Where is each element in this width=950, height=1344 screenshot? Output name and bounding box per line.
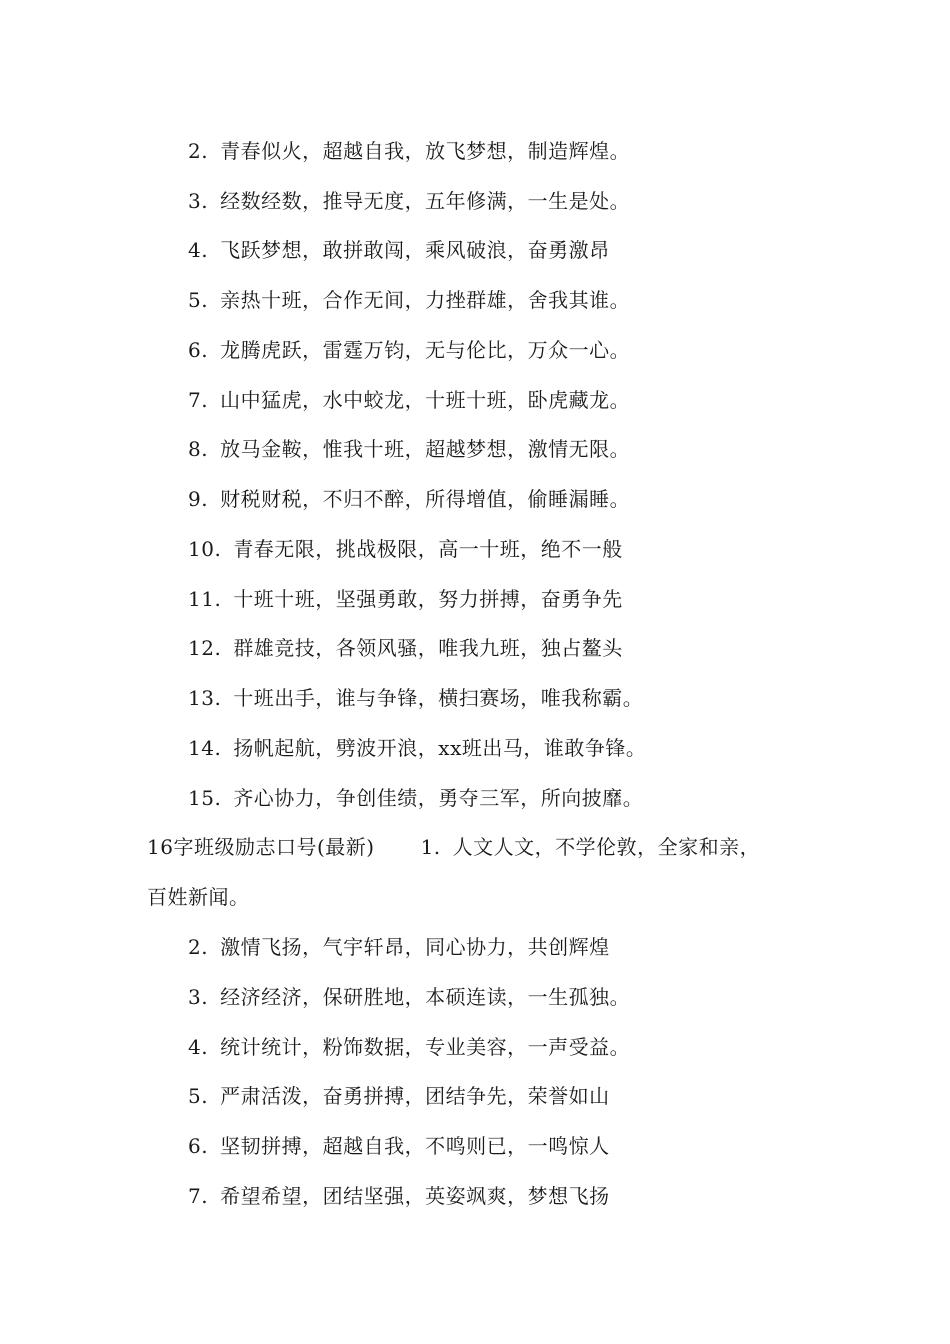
slogan-line [188, 983, 630, 1011]
item-number: 5. [188, 288, 209, 312]
slogan-line [188, 585, 623, 613]
item-number: 13. [188, 686, 222, 710]
item-number: 12. [188, 636, 222, 660]
slogan-line [188, 784, 643, 812]
item-number: 15. [188, 786, 222, 810]
item-number: 4. [188, 1035, 209, 1059]
slogan-text: 激情飞扬，气宇轩昂，同心协力，共创辉煌 [220, 935, 610, 959]
item-number: 9. [188, 487, 209, 511]
slogan-line [188, 386, 630, 414]
slogan-line [188, 634, 623, 662]
slogan-line [188, 535, 623, 563]
slogan-text: 亲热十班，合作无间，力挫群雄，舍我其谁。 [220, 288, 631, 312]
slogan-line [188, 1132, 610, 1160]
item-number: 6. [188, 1134, 209, 1158]
slogan-text: 严肃活泼，奋勇拼搏，团结争先，荣誉如山 [220, 1084, 610, 1108]
item-number: 1. [420, 835, 441, 859]
slogan-text: 龙腾虎跃，雷霆万钧，无与伦比，万众一心。 [220, 338, 631, 362]
slogan-text: 齐心协力，争创佳绩，勇夺三军，所向披靡。 [233, 786, 644, 810]
slogan-line [188, 137, 630, 165]
slogan-text: 群雄竞技，各领风骚，唯我九班，独占鳌头 [233, 636, 623, 660]
item-number: 7. [188, 1184, 209, 1208]
item-number: 8. [188, 437, 209, 461]
slogan-text: 青春无限，挑战极限，高一十班，绝不一般 [233, 537, 623, 561]
slogan-text: 统计统计，粉饰数据，专业美容，一声受益。 [220, 1035, 631, 1059]
item-number: 6. [188, 338, 209, 362]
slogan-line [188, 1082, 610, 1110]
slogan-text: 放马金鞍，惟我十班，超越梦想，激情无限。 [220, 437, 631, 461]
item-number: 4. [188, 238, 209, 262]
item-number: 11. [188, 587, 222, 611]
item-number: 2. [188, 139, 209, 163]
item-number: 5. [188, 1084, 209, 1108]
slogan-text: 十班出手，谁与争锋，横扫赛场，唯我称霸。 [233, 686, 644, 710]
item-number: 14. [188, 736, 222, 760]
slogan-text: 人文人文，不学伦敦，全家和亲， [452, 835, 761, 859]
slogan-text: 十班十班，坚强勇敢，努力拼搏，奋勇争先 [233, 587, 623, 611]
slogan-text: 坚韧拼搏，超越自我，不鸣则已，一鸣惊人 [220, 1134, 610, 1158]
slogan-line [188, 485, 630, 513]
slogan-text: 经数经数，推导无度，五年修满，一生是处。 [220, 189, 631, 213]
slogan-text: 经济经济，保研胜地，本硕连读，一生孤独。 [220, 985, 631, 1009]
item-number: 7. [188, 388, 209, 412]
slogan-text: 财税财税，不归不醉，所得增值，偷睡漏睡。 [220, 487, 631, 511]
slogan-text: 希望希望，团结坚强，英姿飒爽，梦想飞扬 [220, 1184, 610, 1208]
slogan-text: 山中猛虎，水中蛟龙，十班十班，卧虎藏龙。 [220, 388, 631, 412]
slogan-line [188, 187, 630, 215]
slogan-line [188, 684, 643, 712]
slogan-line [188, 336, 630, 364]
slogan-line [188, 236, 610, 264]
slogan-line [188, 1033, 630, 1061]
slogan-line [188, 286, 630, 314]
section-heading: 16字班级励志口号(最新) [147, 835, 375, 859]
slogan-text: 青春似火，超越自我，放飞梦想，制造辉煌。 [220, 139, 631, 163]
slogan-text: 飞跃梦想，敢拼敢闯，乘风破浪，奋勇激昂 [220, 238, 610, 262]
slogan-continuation: 百姓新闻。 [147, 885, 250, 909]
item-number: 2. [188, 935, 209, 959]
slogan-line [188, 933, 610, 961]
item-number: 10. [188, 537, 222, 561]
section-heading-line [147, 833, 760, 861]
item-number: 3. [188, 189, 209, 213]
slogan-line [188, 1182, 610, 1210]
item-number: 3. [188, 985, 209, 1009]
slogan-line [188, 435, 630, 463]
slogan-text: 扬帆起航，劈波开浪，xx班出马，谁敢争锋。 [233, 736, 647, 760]
slogan-line [188, 734, 646, 762]
